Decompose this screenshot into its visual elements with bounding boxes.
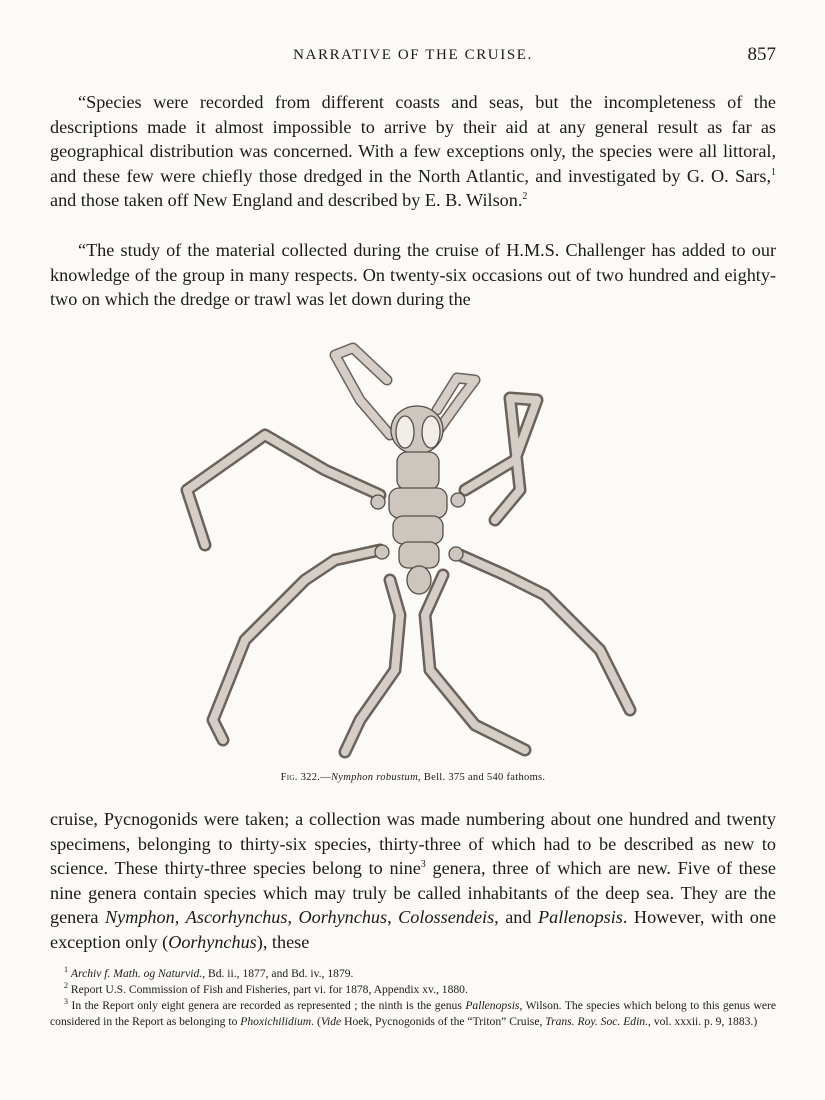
genus-name: Colossendeis	[398, 907, 495, 928]
text-run: ,	[174, 907, 186, 928]
leg-right-2	[460, 555, 630, 710]
figure-species: Nymphon robustum	[331, 772, 418, 783]
text-run: cruise, Pycnogonids were taken; a collection was made numbering about one hundred and twenty specimens, belonging to thirty-six species, thirty-three of which had to be described as new to science. These thirty-three species belong to nine	[50, 809, 776, 879]
footnote-text: . (	[311, 1015, 321, 1028]
figure-caption	[50, 772, 776, 783]
running-head	[50, 44, 776, 68]
text-run: ), these	[256, 931, 310, 952]
footnote-text: , vol. xxxii. p. 9, 1883.)	[648, 1015, 758, 1028]
footnotes	[50, 966, 776, 1030]
footnote-title: Archiv f. Math. og Naturvid.	[70, 967, 203, 980]
text-run: ,	[287, 907, 299, 928]
vide-term: Vide	[320, 1015, 342, 1028]
footnote-mark: 3	[64, 997, 68, 1007]
footnote-mark: 2	[64, 981, 68, 991]
figure-details: , Bell. 375 and 540 fathoms.	[417, 772, 546, 783]
footnote-1	[50, 966, 776, 982]
footnote-text: In the Report only eight genera are recorded as represented ; the ninth is the genus	[71, 999, 466, 1012]
figure-label: Fig. 322.—	[280, 772, 331, 783]
page-number: 857	[747, 44, 776, 65]
text-run: genera, three of which are new. Five of these nine genera contain species which may truly be called inhabitants of the deep sea. They are the genera	[50, 858, 776, 928]
footnote-3	[50, 998, 776, 1030]
genus-name: Oorhynchus	[298, 907, 388, 928]
text-run: “Species were recorded from different coasts and seas, but the incompleteness of the descriptions made it almost impossible to arrive by their aid at any general result as far as geographical distribution was concerned. With a few exceptions only, the species were all littoral, and these few were chiefly those dredged in the North Atlantic, and investigated by G. O. Sars,	[50, 92, 776, 186]
genus-name: Oorhynchus	[168, 931, 257, 952]
footnote-ref-2[interactable]: 2	[522, 191, 528, 203]
text-run: and those taken off New England and described by E. B. Wilson.	[50, 190, 523, 211]
genus-name: Ascorhynchus	[185, 907, 288, 928]
footnote-ref-1[interactable]: 1	[771, 166, 776, 178]
genus-name: Nymphon	[104, 907, 175, 928]
footnote-text: Hoek, Pycnogonids of the “Triton” Cruise,	[341, 1015, 546, 1028]
footnote-text: Report U.S. Commission of Fish and Fisheries, part vi. for 1878, Appendix xv., 1880.	[70, 983, 468, 996]
paragraph-pycnogonids-collection	[50, 807, 776, 955]
genus-name: Phoxichilidium	[240, 1015, 312, 1028]
running-title: NARRATIVE OF THE CRUISE.	[293, 47, 533, 63]
leg-right-1	[465, 398, 537, 520]
footnote-2	[50, 982, 776, 998]
leg-left-2	[213, 550, 380, 740]
genus-name: Pallenopsis	[465, 999, 520, 1012]
leg-left-1	[187, 435, 380, 545]
footnote-text: , Wilson. The species which belong to this genus were considered in the Report as belonging to	[50, 999, 776, 1028]
genus-name: Pallenopsis	[538, 907, 623, 928]
text-run: ,	[387, 907, 399, 928]
text-run: . However, with one exception only (	[50, 907, 777, 952]
journal-title: Trans. Roy. Soc. Edin.	[545, 1015, 649, 1028]
text-run: , and	[494, 907, 538, 928]
paragraph-species-records	[50, 90, 776, 213]
footnote-mark: 1	[64, 965, 68, 975]
footnote-ref-3[interactable]: 3	[420, 859, 426, 871]
pycnogonid-illustration	[175, 340, 645, 760]
paragraph-challenger-study: “The study of the material collected during the cruise of H.M.S. Challenger has added to our knowledge of the group in many respects. On twenty-six occasions out of two hundred and eighty-two on which the dredge or trawl was let down during the	[50, 240, 776, 310]
footnote-text: , Bd. ii., 1877, and Bd. iv., 1879.	[202, 967, 354, 980]
